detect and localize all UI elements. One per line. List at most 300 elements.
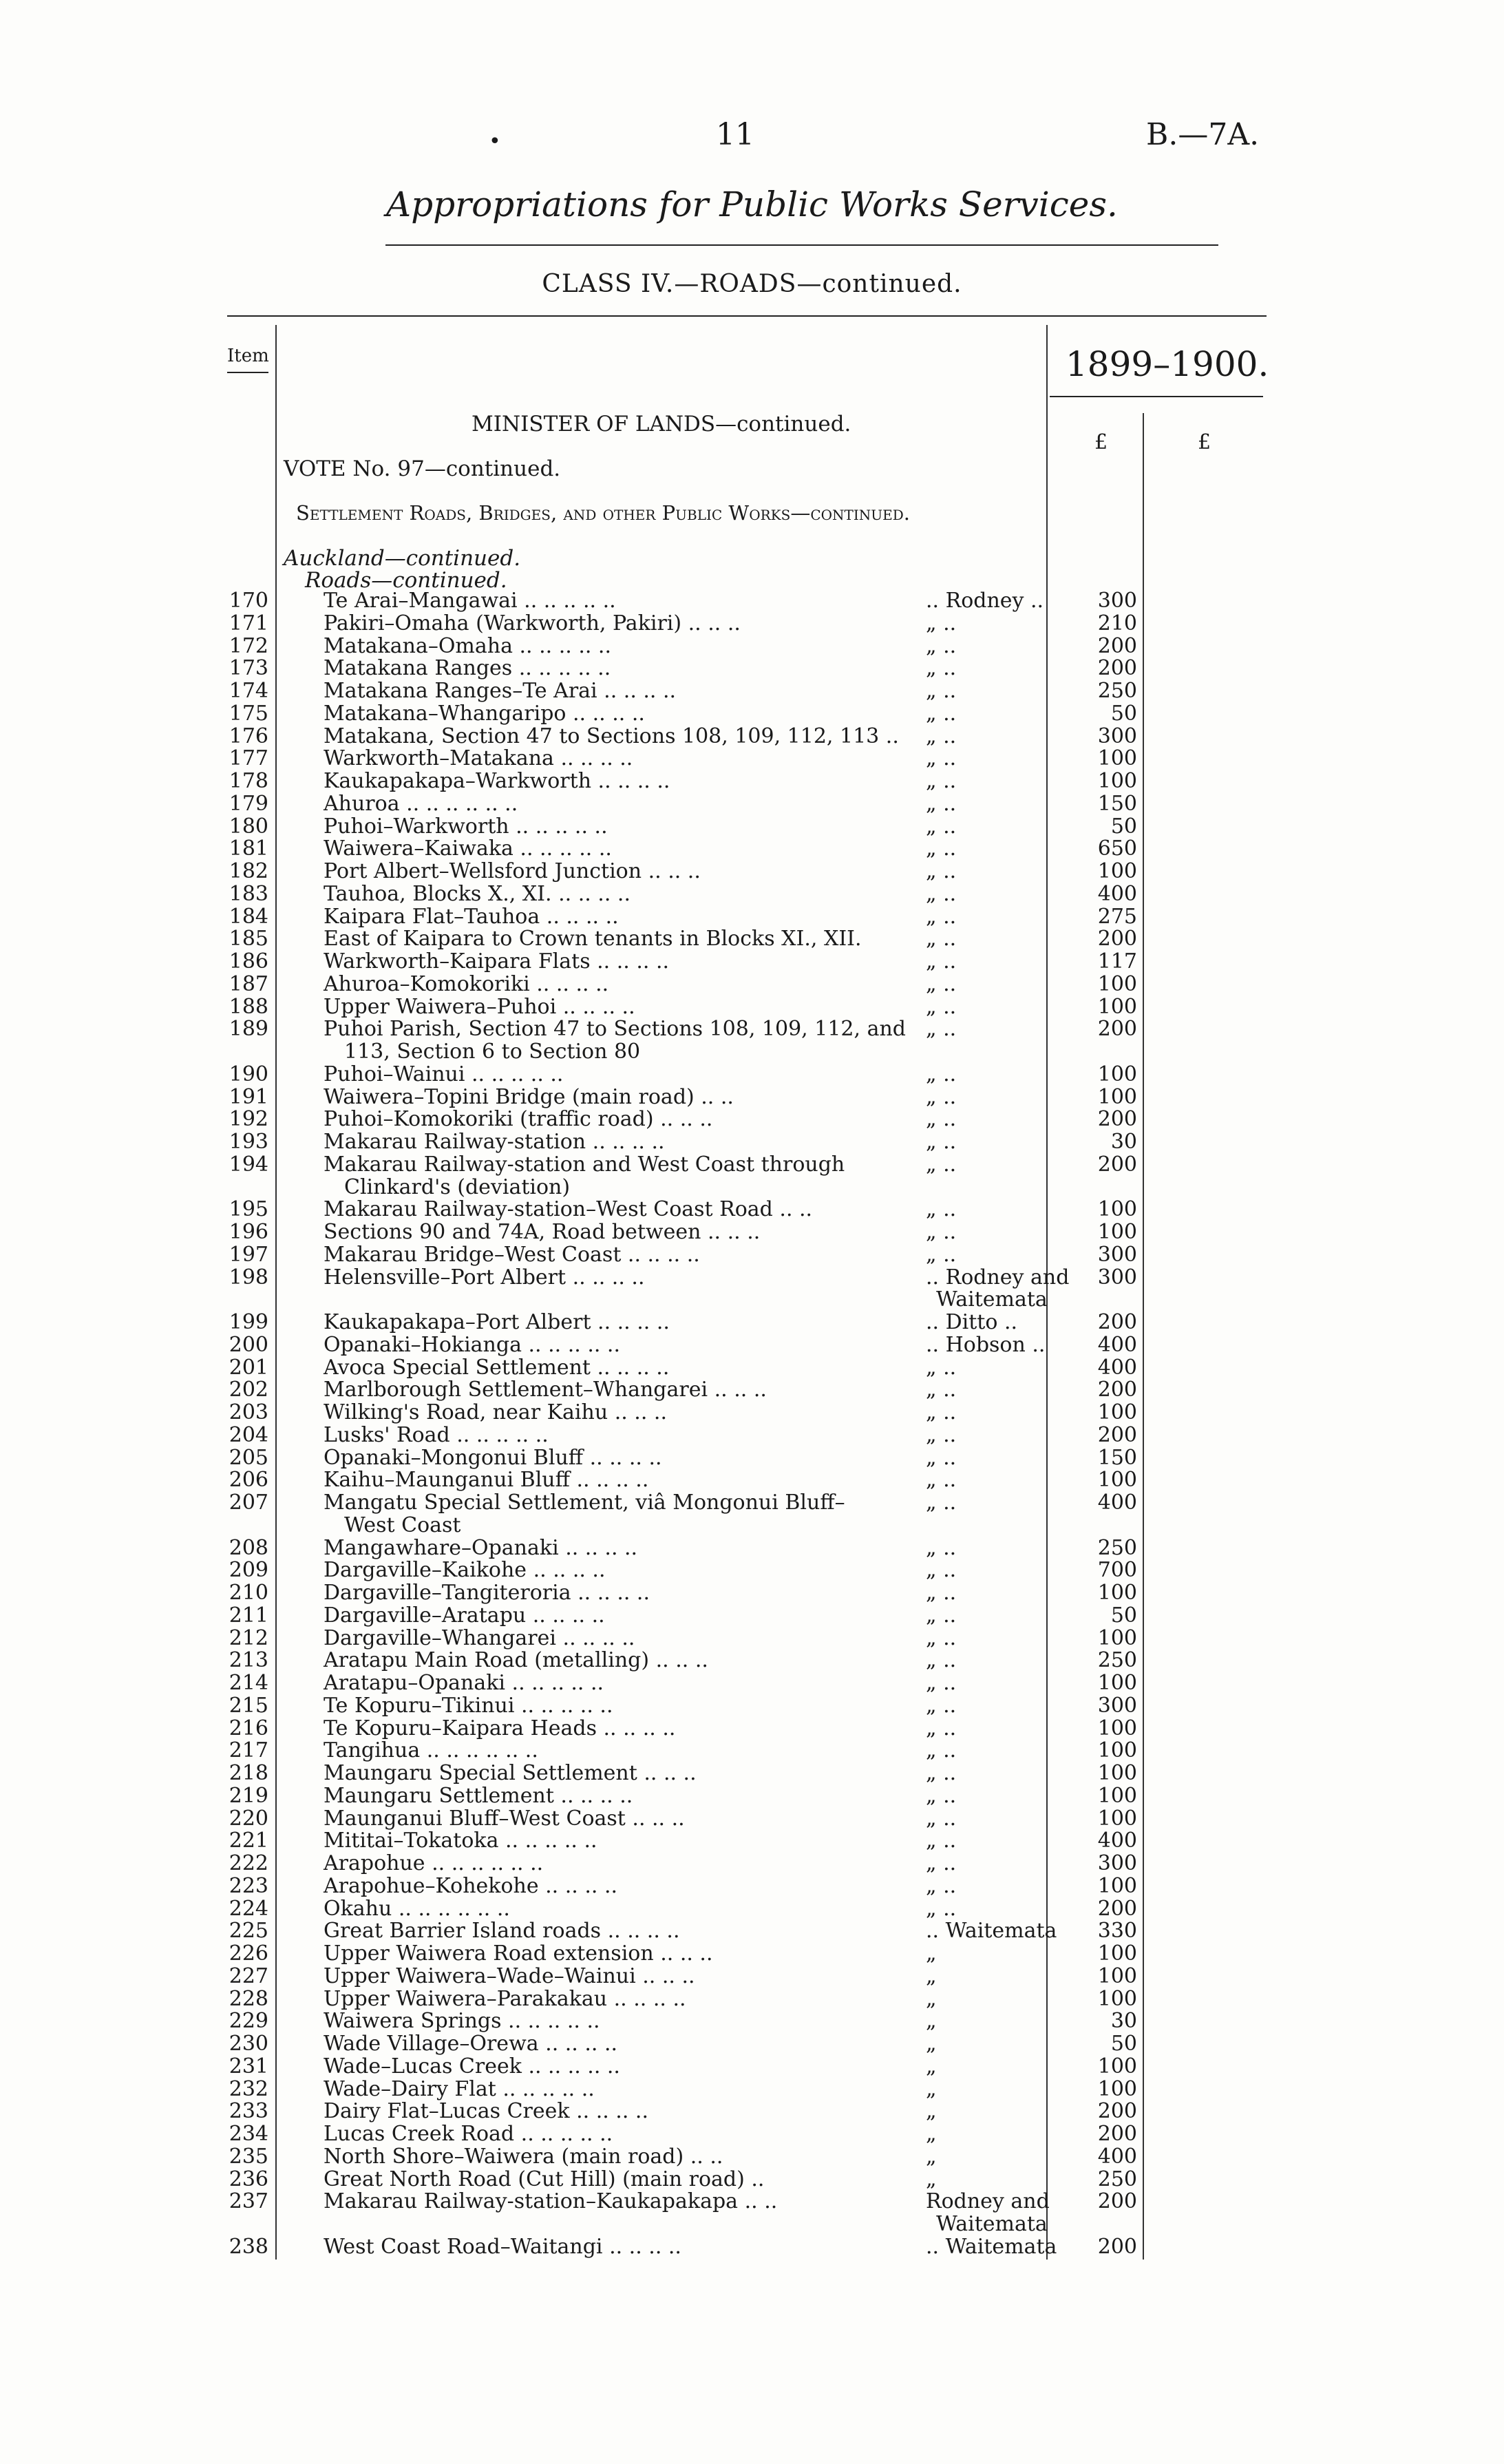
amount: 100 (1097, 1062, 1137, 1086)
electorate-continued: Waitemata (936, 1287, 1048, 1312)
road-name: Upper Waiwera–Wade–Wainui .. .. .. (324, 1963, 695, 1988)
electorate: „ .. (926, 1716, 957, 1740)
item-number: 209 (229, 1558, 268, 1583)
electorate: Rodney and (926, 2189, 1050, 2214)
electorate: „ .. (926, 1806, 957, 1831)
electorate: „ .. (926, 1468, 957, 1493)
item-number: 170 (229, 589, 268, 613)
electorate: „ .. (926, 1378, 957, 1402)
amount: 400 (1097, 881, 1137, 906)
item-number: 212 (229, 1625, 268, 1650)
table-row-continuation (0, 1289, 1504, 1311)
amount: 400 (1097, 1332, 1137, 1357)
road-name: Pakiri–Omaha (Warkworth, Pakiri) .. .. .. (324, 611, 741, 635)
item-number: 230 (229, 2032, 268, 2056)
item-number: 181 (229, 836, 268, 861)
item-number: 182 (229, 859, 268, 883)
electorate: „ .. (926, 904, 957, 929)
road-name: Dargaville–Kaikohe .. .. .. .. (324, 1558, 606, 1583)
table-row (0, 1108, 1504, 1130)
table-row (0, 861, 1504, 883)
road-name: Great North Road (Cut Hill) (main road) .. (324, 2167, 765, 2191)
item-number: 187 (229, 971, 268, 996)
table-row (0, 2123, 1504, 2145)
amount: 250 (1097, 679, 1137, 703)
amount: 100 (1097, 1581, 1137, 1605)
electorate: „ (926, 2167, 937, 2191)
amount: 250 (1097, 1648, 1137, 1673)
road-name: Opanaki–Mongonui Bluff .. .. .. .. (324, 1445, 662, 1470)
electorate: „ .. (926, 1851, 957, 1875)
minister-heading: MINISTER OF LANDS—continued. (472, 412, 851, 436)
item-number: 237 (229, 2189, 268, 2214)
item-number: 229 (229, 2009, 268, 2034)
item-number: 222 (229, 1851, 268, 1875)
electorate: „ (926, 1963, 937, 1988)
road-name: Wade Village–Orewa .. .. .. .. (324, 2032, 618, 2056)
amount: 100 (1097, 1084, 1137, 1109)
amount: 300 (1097, 1693, 1137, 1718)
electorate: „ .. (926, 1738, 957, 1763)
item-number: 177 (229, 746, 268, 771)
road-name: Dairy Flat–Lucas Creek .. .. .. .. (324, 2099, 648, 2124)
road-name: Dargaville–Aratapu .. .. .. .. (324, 1603, 605, 1628)
road-name: Arapohue–Kohekohe .. .. .. .. (324, 1873, 618, 1898)
electorate: „ .. (926, 701, 957, 726)
amount: 100 (1097, 1963, 1137, 1988)
electorate: „ .. (926, 1107, 957, 1132)
item-number: 193 (229, 1130, 268, 1154)
amount: 100 (1097, 1783, 1137, 1808)
table-row (0, 883, 1504, 905)
item-number: 189 (229, 1017, 268, 1042)
amount: 100 (1097, 746, 1137, 771)
item-number: 174 (229, 679, 268, 703)
item-number: 232 (229, 2076, 268, 2101)
electorate: „ (926, 2009, 937, 2034)
road-name: Kaukapakapa–Warkworth .. .. .. .. (324, 769, 670, 793)
item-number: 218 (229, 1761, 268, 1785)
item-number: 198 (229, 1265, 268, 1289)
item-number: 225 (229, 1919, 268, 1944)
table-row (0, 1559, 1504, 1581)
item-number: 188 (229, 994, 268, 1019)
road-name: Wade–Dairy Flat .. .. .. .. .. (324, 2076, 595, 2101)
amount: 275 (1097, 904, 1137, 929)
item-number: 196 (229, 1220, 268, 1244)
road-name: North Shore–Waiwera (main road) .. .. (324, 2144, 723, 2169)
amount: 250 (1097, 1535, 1137, 1560)
table-row (0, 657, 1504, 680)
table-row (0, 1963, 1504, 1988)
table-row (0, 1672, 1504, 1694)
amount: 200 (1097, 2189, 1137, 2214)
road-name: Maungaru Settlement .. .. .. .. (324, 1783, 633, 1808)
amount: 200 (1097, 2122, 1137, 2146)
road-name: Kaukapakapa–Port Albert .. .. .. .. (324, 1310, 670, 1334)
item-number: 173 (229, 656, 268, 681)
table-row (0, 2033, 1504, 2055)
road-name: Arapohue .. .. .. .. .. .. (324, 1851, 544, 1875)
year-rule (1050, 396, 1263, 397)
table-row (0, 838, 1504, 860)
road-name: Dargaville–Tangiteroria .. .. .. .. (324, 1581, 650, 1605)
electorate: „ .. (926, 1242, 957, 1267)
item-number: 202 (229, 1378, 268, 1402)
road-name: Helensville–Port Albert .. .. .. .. (324, 1265, 645, 1289)
amount: 150 (1097, 791, 1137, 816)
table-row (0, 1830, 1504, 1852)
road-name: Great Barrier Island roads .. .. .. .. (324, 1919, 680, 1944)
electorate: „ .. (926, 1130, 957, 1154)
road-name: Upper Waiwera–Parakakau .. .. .. .. (324, 1986, 686, 2011)
table-row (0, 2146, 1504, 2168)
table-row (0, 2056, 1504, 2078)
electorate: „ .. (926, 1400, 957, 1424)
road-name: Te Kopuru–Kaipara Heads .. .. .. .. (324, 1716, 676, 1740)
item-number: 238 (229, 2234, 268, 2259)
electorate: „ .. (926, 1761, 957, 1785)
road-name: West Coast Road–Waitangi .. .. .. .. (324, 2234, 681, 2259)
item-number: 211 (229, 1603, 268, 1628)
amount: 300 (1097, 1265, 1137, 1289)
item-number: 204 (229, 1422, 268, 1447)
electorate: „ .. (926, 656, 957, 681)
electorate: „ .. (926, 1829, 957, 1853)
item-number: 185 (229, 927, 268, 951)
road-name: Waiwera–Topini Bridge (main road) .. .. (324, 1084, 734, 1109)
table-row-continuation (0, 1515, 1504, 1537)
electorate: „ .. (926, 1581, 957, 1605)
road-name: Makarau Railway-station .. .. .. .. (324, 1130, 665, 1154)
amount: 100 (1097, 1873, 1137, 1898)
table-row (0, 1785, 1504, 1807)
item-number: 203 (229, 1400, 268, 1424)
table-row (0, 973, 1504, 996)
road-name: Ahuroa–Komokoriki .. .. .. .. (324, 971, 609, 996)
item-number: 201 (229, 1355, 268, 1380)
road-name: Makarau Bridge–West Coast .. .. .. .. (324, 1242, 700, 1267)
road-name: Okahu .. .. .. .. .. .. (324, 1896, 510, 1921)
road-name: Makarau Railway-station and West Coast through (324, 1152, 845, 1177)
table-row (0, 816, 1504, 838)
electorate: „ .. (926, 1896, 957, 1921)
amount: 100 (1097, 1941, 1137, 1966)
table-row (0, 703, 1504, 725)
item-number: 228 (229, 1986, 268, 2011)
item-number: 176 (229, 724, 268, 748)
electorate: „ .. (926, 1535, 957, 1560)
amount: 330 (1097, 1919, 1137, 1944)
item-number: 233 (229, 2099, 268, 2124)
electorate: „ .. (926, 949, 957, 973)
road-name: Lucas Creek Road .. .. .. .. .. (324, 2122, 613, 2146)
electorate: „ .. (926, 1625, 957, 1650)
table-row (0, 635, 1504, 657)
table-row (0, 2236, 1504, 2258)
table-row-continuation (0, 1041, 1504, 1063)
amount: 200 (1097, 1107, 1137, 1132)
item-number: 208 (229, 1535, 268, 1560)
section-heading: Settlement Roads, Bridges, and other Public Works—continued. (296, 501, 910, 525)
table-row (0, 928, 1504, 950)
region-heading (284, 546, 520, 571)
table-row (0, 1695, 1504, 1717)
table-top-rule (227, 315, 1267, 317)
item-number: 206 (229, 1468, 268, 1493)
amount: 50 (1110, 1603, 1137, 1628)
road-name: Opanaki–Hokianga .. .. .. .. .. (324, 1332, 621, 1357)
page-number: 11 (716, 117, 754, 152)
electorate: .. Waitemata (926, 1919, 1057, 1944)
table-row (0, 1018, 1504, 1040)
amount: 100 (1097, 1738, 1137, 1763)
amount: 400 (1097, 1355, 1137, 1380)
page-title: Appropriations for Public Works Services. (386, 185, 1118, 224)
electorate: „ .. (926, 859, 957, 883)
road-name: Port Albert–Wellsford Junction .. .. .. (324, 859, 701, 883)
electorate: „ .. (926, 746, 957, 771)
electorate: „ .. (926, 881, 957, 906)
item-number: 184 (229, 904, 268, 929)
amount: 300 (1097, 724, 1137, 748)
road-name: Kaihu–Maunganui Bluff .. .. .. .. (324, 1468, 649, 1493)
electorate: „ .. (926, 769, 957, 793)
electorate: .. Hobson .. (926, 1332, 1046, 1357)
item-number: 234 (229, 2122, 268, 2146)
electorate: „ (926, 2144, 937, 2169)
road-name: Mititai–Tokatoka .. .. .. .. .. (324, 1829, 597, 1853)
table-row (0, 1605, 1504, 1627)
amount: 100 (1097, 1468, 1137, 1493)
amount: 100 (1097, 994, 1137, 1019)
amount: 30 (1110, 2009, 1137, 2034)
road-name: Avoca Special Settlement .. .. .. .. (324, 1355, 670, 1380)
table-row (0, 613, 1504, 635)
class-heading: CLASS IV.—ROADS—continued. (542, 270, 962, 298)
electorate: „ .. (926, 1355, 957, 1380)
table-row (0, 1808, 1504, 1830)
amount: 100 (1097, 859, 1137, 883)
item-label-rule (227, 372, 268, 373)
electorate: „ .. (926, 1873, 957, 1898)
electorate: „ .. (926, 1062, 957, 1086)
table-row (0, 1424, 1504, 1446)
item-number: 227 (229, 1963, 268, 1988)
amount: 200 (1097, 656, 1137, 681)
table-row (0, 1334, 1504, 1356)
amount: 100 (1097, 1986, 1137, 2011)
road-name: Tauhoa, Blocks X., XI. .. .. .. .. (324, 881, 631, 906)
road-name: Kaipara Flat–Tauhoa .. .. .. .. (324, 904, 619, 929)
table-row (0, 726, 1504, 748)
item-number: 221 (229, 1829, 268, 1853)
electorate: „ (926, 2122, 937, 2146)
electorate: „ (926, 1986, 937, 2011)
amount: 700 (1097, 1558, 1137, 1583)
table-row (0, 906, 1504, 928)
electorate: „ .. (926, 1197, 957, 1222)
table-row (0, 1199, 1504, 1221)
item-number: 179 (229, 791, 268, 816)
electorate: „ .. (926, 1603, 957, 1628)
amount: 100 (1097, 1400, 1137, 1424)
item-number: 171 (229, 611, 268, 635)
electorate: „ .. (926, 814, 957, 839)
item-number: 215 (229, 1693, 268, 1718)
item-number: 231 (229, 2054, 268, 2078)
electorate: „ .. (926, 1491, 957, 1515)
table-row (0, 2078, 1504, 2100)
item-number: 210 (229, 1581, 268, 1605)
table-row (0, 1154, 1504, 1176)
table-row (0, 793, 1504, 815)
item-number: 191 (229, 1084, 268, 1109)
item-number: 180 (229, 814, 268, 839)
item-number: 178 (229, 769, 268, 793)
road-name: Wade–Lucas Creek .. .. .. .. .. (324, 2054, 620, 2078)
road-name: Te Kopuru–Tikinui .. .. .. .. .. (324, 1693, 613, 1718)
amount: 117 (1097, 949, 1137, 973)
road-name-continued: West Coast (344, 1513, 461, 1537)
amount: 300 (1097, 589, 1137, 613)
road-name: Mangatu Special Settlement, viâ Mongonui Bluff– (324, 1491, 845, 1515)
road-name: Puhoi–Warkworth .. .. .. .. .. (324, 814, 608, 839)
electorate: „ .. (926, 724, 957, 748)
table-row (0, 1625, 1504, 1650)
road-name: Te Arai–Mangawai .. .. .. .. .. (324, 589, 616, 613)
road-name: Mangawhare–Opanaki .. .. .. .. (324, 1535, 638, 1560)
electorate: „ .. (926, 679, 957, 703)
item-number: 213 (229, 1648, 268, 1673)
amount: 100 (1097, 971, 1137, 996)
table-row (0, 1312, 1504, 1334)
amount: 150 (1097, 1445, 1137, 1470)
amount: 100 (1097, 2054, 1137, 2078)
table-row (0, 680, 1504, 702)
table-row (0, 1357, 1504, 1379)
item-number: 186 (229, 949, 268, 973)
item-column-label: Item (227, 346, 269, 366)
amount: 200 (1097, 927, 1137, 951)
amount: 50 (1110, 814, 1137, 839)
table-row (0, 1537, 1504, 1559)
item-number: 226 (229, 1941, 268, 1966)
road-name-continued: 113, Section 6 to Section 80 (344, 1040, 641, 1064)
item-number: 175 (229, 701, 268, 726)
table-row (0, 1762, 1504, 1784)
table-row (0, 1988, 1504, 2010)
electorate: „ .. (926, 1648, 957, 1673)
item-number: 200 (229, 1332, 268, 1357)
vote-heading: VOTE No. 97—continued. (284, 456, 561, 481)
electorate: .. Waitemata (926, 2234, 1057, 2259)
document-reference: B.—7A. (1146, 117, 1260, 152)
table-row (0, 1447, 1504, 1469)
electorate: „ .. (926, 791, 957, 816)
electorate: „ .. (926, 633, 957, 658)
electorate: .. Ditto .. (926, 1310, 1018, 1334)
item-number: 172 (229, 633, 268, 658)
table-row (0, 770, 1504, 792)
electorate: „ .. (926, 994, 957, 1019)
table-row (0, 1469, 1504, 1491)
item-number: 216 (229, 1716, 268, 1740)
electorate: „ (926, 1941, 937, 1966)
road-name: Makarau Railway-station–Kaukapakapa .. .. (324, 2189, 778, 2214)
amount: 100 (1097, 1220, 1137, 1244)
electorate: „ .. (926, 1017, 957, 1042)
amount: 200 (1097, 1896, 1137, 1921)
item-number: 197 (229, 1242, 268, 1267)
table-row (0, 1267, 1504, 1289)
road-name: Aratapu–Opanaki .. .. .. .. .. (324, 1671, 604, 1695)
item-number: 217 (229, 1738, 268, 1763)
region-label: Auckland—continued. (284, 546, 521, 571)
electorate: „ .. (926, 1783, 957, 1808)
road-name: Ahuroa .. .. .. .. .. .. (324, 791, 518, 816)
item-number: 223 (229, 1873, 268, 1898)
stray-dot: • (489, 129, 501, 154)
table-row (0, 590, 1504, 612)
amount: 200 (1097, 1017, 1137, 1042)
electorate: „ .. (926, 1693, 957, 1718)
road-name: Warkworth–Matakana .. .. .. .. (324, 746, 633, 771)
table-row (0, 2169, 1504, 2191)
item-number: 190 (229, 1062, 268, 1086)
amount: 200 (1097, 1310, 1137, 1334)
electorate: „ .. (926, 836, 957, 861)
item-number: 205 (229, 1445, 268, 1470)
road-name: Sections 90 and 74A, Road between .. .. .. (324, 1220, 761, 1244)
electorate: „ .. (926, 1220, 957, 1244)
table-row (0, 1064, 1504, 1086)
road-name: Lusks' Road .. .. .. .. .. (324, 1422, 549, 1447)
amount: 100 (1097, 1806, 1137, 1831)
road-name: Makarau Railway-station–West Coast Road .. .. (324, 1197, 813, 1222)
road-name: Aratapu Main Road (metalling) .. .. .. (324, 1648, 708, 1673)
currency-symbol: £ (1094, 430, 1108, 454)
item-number: 219 (229, 1783, 268, 1808)
road-name: Puhoi–Komokoriki (traffic road) .. .. .. (324, 1107, 713, 1132)
table-row (0, 2191, 1504, 2213)
amount: 400 (1097, 1829, 1137, 1853)
table-row (0, 2010, 1504, 2032)
item-number: 195 (229, 1197, 268, 1222)
road-name: Puhoi–Wainui .. .. .. .. .. (324, 1062, 564, 1086)
electorate: „ .. (926, 1445, 957, 1470)
table-row (0, 1492, 1504, 1514)
table-row (0, 996, 1504, 1018)
road-name: Tangihua .. .. .. .. .. .. (324, 1738, 538, 1763)
item-number: 236 (229, 2167, 268, 2191)
item-number: 194 (229, 1152, 268, 1177)
electorate: „ (926, 2054, 937, 2078)
amount: 100 (1097, 1671, 1137, 1695)
amount: 400 (1097, 1491, 1137, 1515)
amount: 250 (1097, 2167, 1137, 2191)
table-row (0, 1402, 1504, 1424)
item-number: 214 (229, 1671, 268, 1695)
road-name: Waiwera–Kaiwaka .. .. .. .. .. (324, 836, 612, 861)
electorate-continued: Waitemata (936, 2212, 1048, 2236)
item-number: 183 (229, 881, 268, 906)
road-name: Maunganui Bluff–West Coast .. .. .. (324, 1806, 685, 1831)
road-name: Wilking's Road, near Kaihu .. .. .. (324, 1400, 667, 1424)
year-heading: 1899–1900. (1066, 344, 1269, 384)
road-name: East of Kaipara to Crown tenants in Blocks XI., XII. (324, 927, 862, 951)
road-name: Maungaru Special Settlement .. .. .. (324, 1761, 697, 1785)
